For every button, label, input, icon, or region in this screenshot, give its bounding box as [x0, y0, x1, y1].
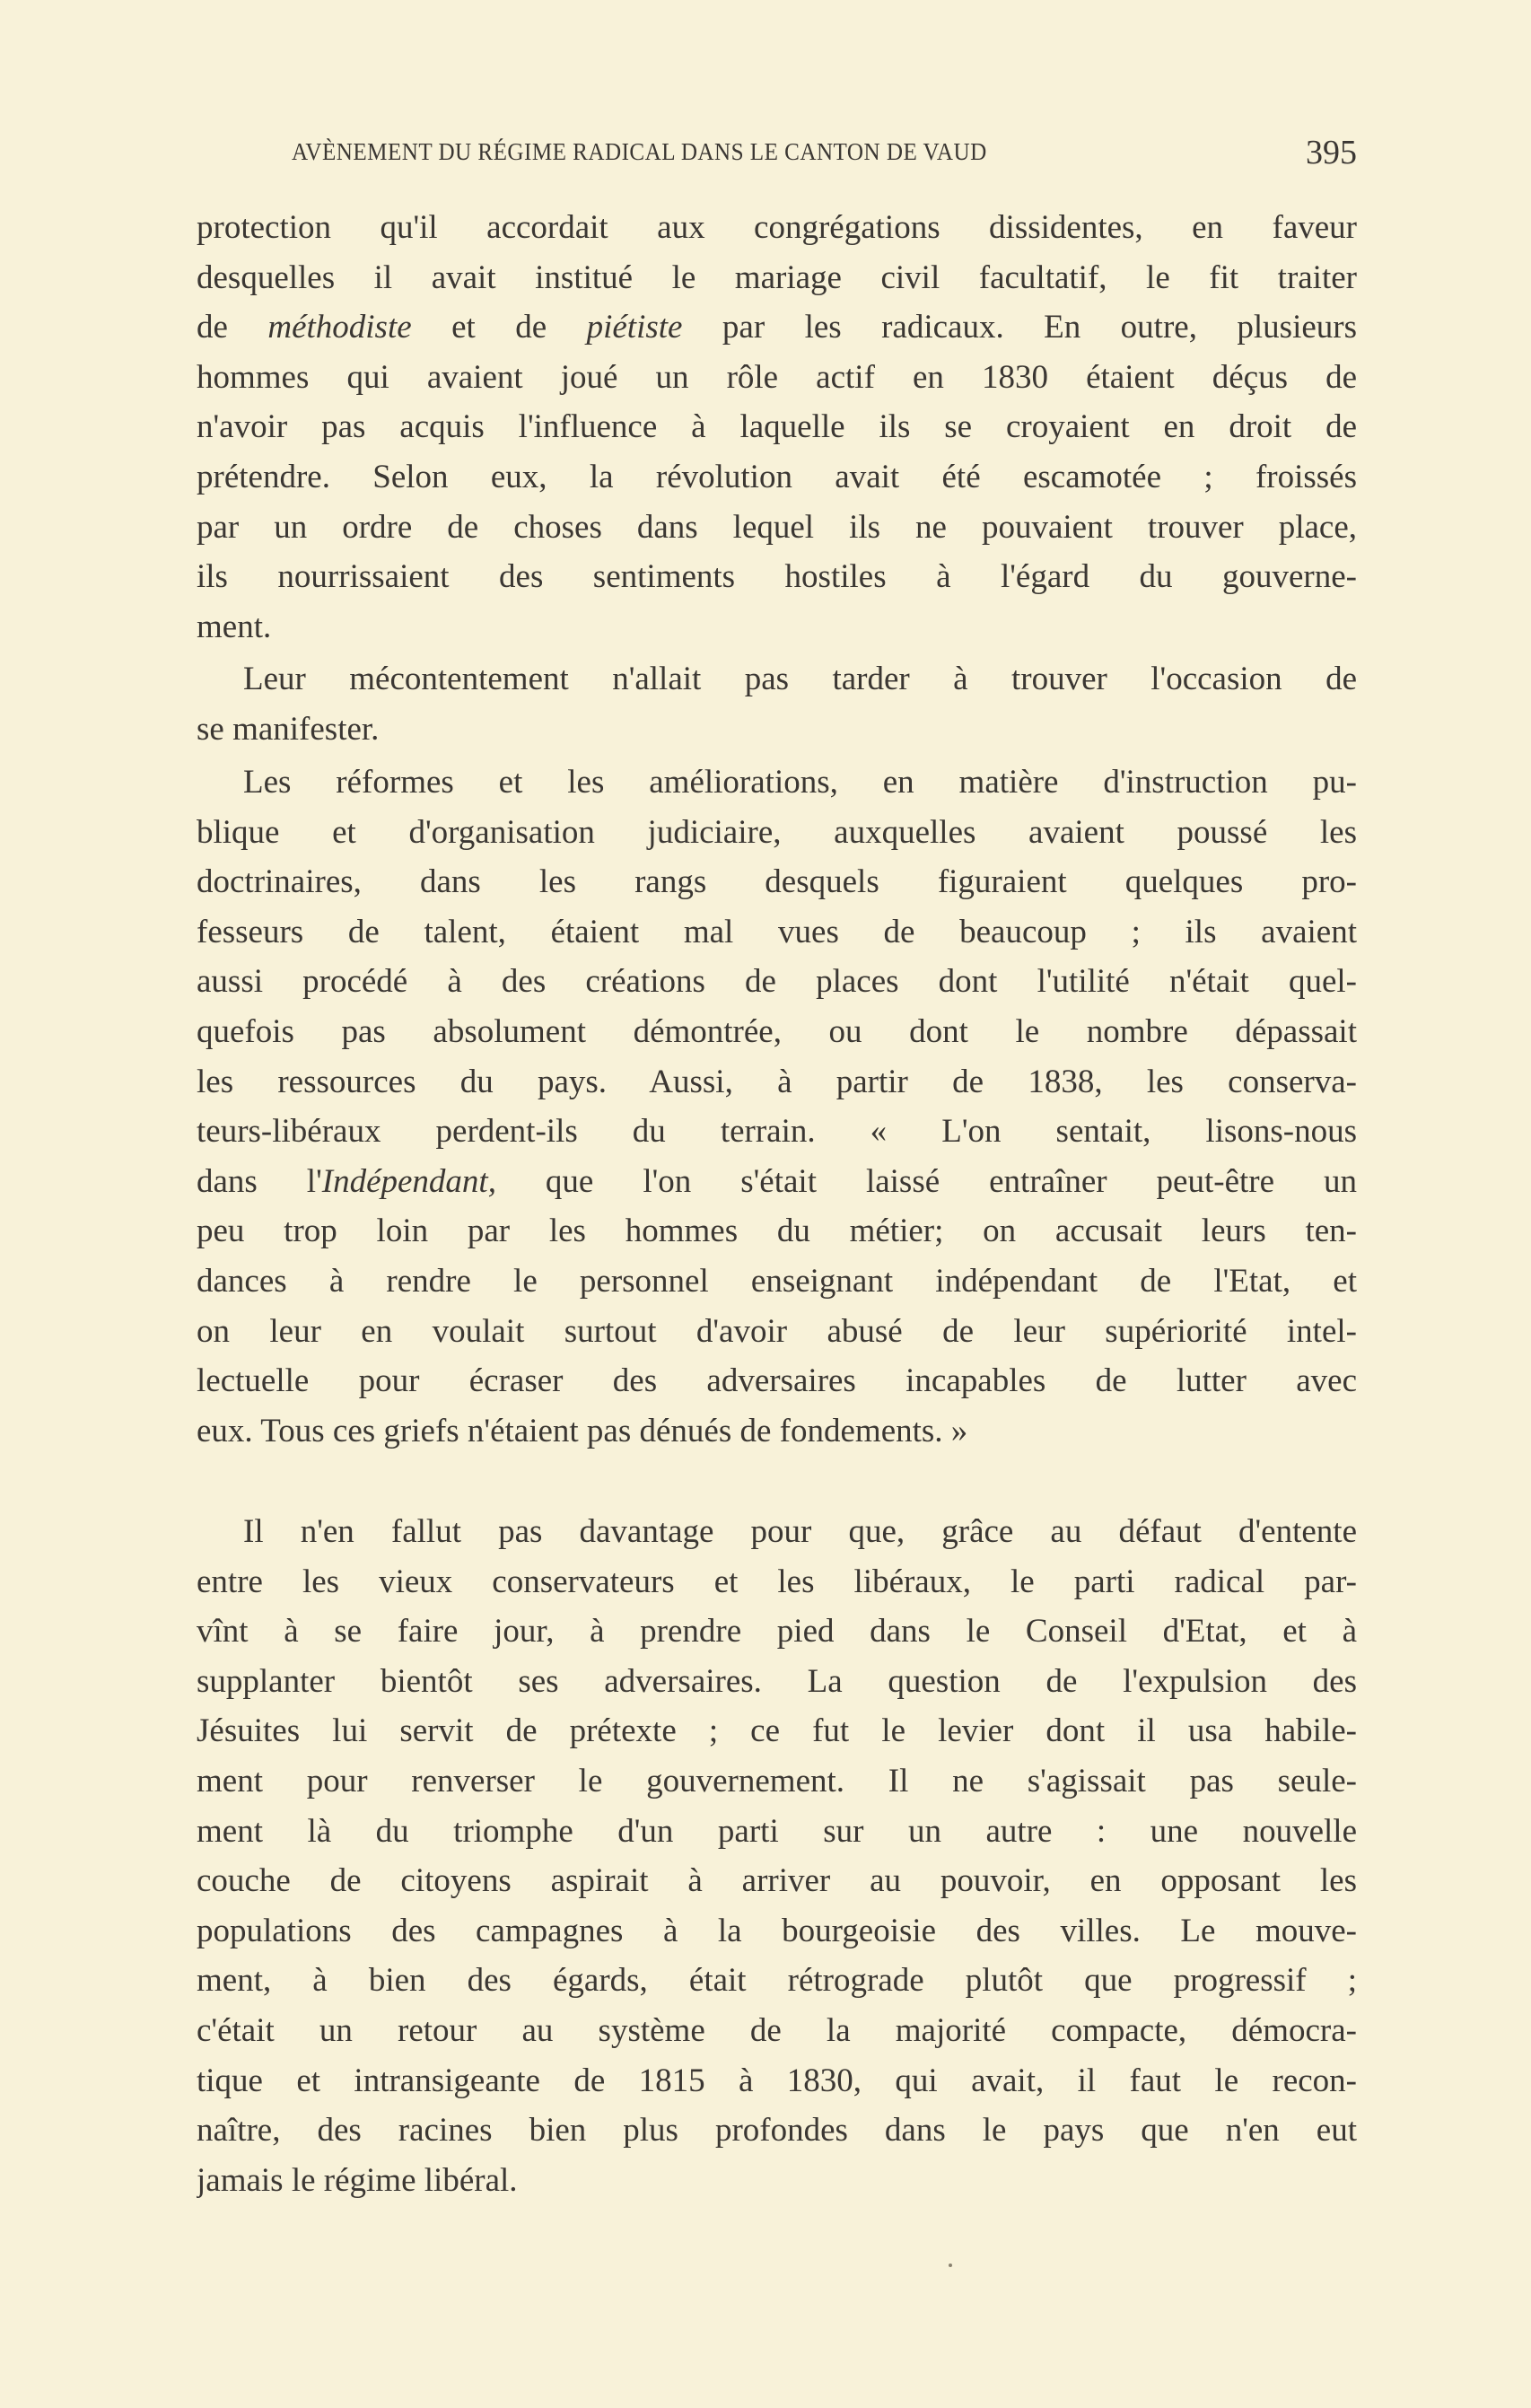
text-segment: desquelles il avait institué le mariage civil facultatif, le fit traiter [197, 258, 1357, 296]
text-segment: Jésuites lui servit de prétexte ; ce fut le levier dont il usa habile- [197, 1712, 1357, 1750]
text-segment: par un ordre de choses dans lequel ils ne pouvaient trouver place, [197, 508, 1357, 546]
text-line [197, 1956, 1357, 2006]
text-line [197, 1807, 1357, 1857]
text-segment: se manifester. [197, 710, 380, 748]
text-segment: lectuelle pour écraser des adversaires incapables de lutter avec [197, 1362, 1357, 1400]
text-segment: n'avoir pas acquis l'influence à laquelle ils se croyaient en droit de [197, 408, 1357, 446]
text-line [197, 302, 1357, 353]
text-line [197, 857, 1357, 907]
text-segment: couche de citoyens aspirait à arriver au pouvoir, en opposant les [197, 1862, 1357, 1900]
text-line [197, 1307, 1357, 1357]
text-line [197, 402, 1357, 452]
text-segment: protection qu'il accordait aux congrégations dissidentes, en faveur [197, 209, 1357, 246]
text-line [197, 1107, 1357, 1157]
text-segment: Les réformes et les améliorations, en matière d'instruction pu- [243, 764, 1357, 801]
paragraph [197, 1507, 1357, 2205]
running-header [292, 133, 1357, 174]
text-line [197, 907, 1357, 958]
text-line [197, 552, 1357, 602]
text-segment: et de [411, 309, 587, 346]
text-line [197, 1356, 1357, 1406]
text-line [197, 1057, 1357, 1108]
text-line [197, 757, 1357, 808]
text-line [197, 2156, 1357, 2206]
text-segment: c'était un retour au système de la majorité compacte, démocra- [197, 2011, 1357, 2049]
text-line [197, 1206, 1357, 1257]
text-line [197, 1856, 1357, 1906]
text-segment: fesseurs de talent, étaient mal vues de beaucoup ; ils avaient [197, 913, 1357, 950]
text-segment: vînt à se faire jour, à prendre pied dans le Conseil d'Etat, et à [197, 1613, 1357, 1651]
text-segment: supplanter bientôt ses adversaires. La question de l'expulsion des [197, 1662, 1357, 1700]
italic-text: Indépendant, [321, 1162, 496, 1200]
text-segment: naître, des racines bien plus profondes dans le pays que n'en eut [197, 2112, 1357, 2150]
text-segment: dances à rendre le personnel enseignant indépendant de l'Etat, et [197, 1262, 1357, 1300]
text-segment: ment là du triomphe d'un parti sur un autre : une nouvelle [197, 1812, 1357, 1850]
text-line [197, 2056, 1357, 2106]
text-segment: peu trop loin par les hommes du métier; on accusait leurs ten- [197, 1213, 1357, 1250]
text-line [197, 1007, 1357, 1057]
text-line [197, 253, 1357, 303]
text-line [197, 1406, 1357, 1457]
text-line [197, 808, 1357, 858]
page-number: 395 [1306, 134, 1357, 171]
text-segment: eux. Tous ces griefs n'étaient pas dénués de fondements. » [197, 1412, 968, 1449]
text-line [197, 654, 1357, 705]
text-segment: hommes qui avaient joué un rôle actif en 1830 étaient déçus de [197, 358, 1357, 396]
text-line [197, 1906, 1357, 1957]
text-line [197, 957, 1357, 1007]
text-segment: on leur en voulait surtout d'avoir abusé de leur supériorité intel- [197, 1312, 1357, 1350]
text-line [197, 1607, 1357, 1657]
paper-speck [949, 2264, 952, 2267]
italic-text: méthodiste [267, 309, 412, 346]
text-line [197, 705, 1357, 755]
paragraph [197, 203, 1357, 652]
text-line [197, 452, 1357, 503]
text-segment: ment. [197, 608, 272, 645]
text-line [197, 1257, 1357, 1307]
text-segment: teurs-libéraux perdent-ils du terrain. « L'on sentait, lisons-nous [197, 1113, 1357, 1151]
text-line [197, 503, 1357, 553]
text-segment: doctrinaires, dans les rangs desquels figuraient quelques pro- [197, 863, 1357, 901]
text-segment: blique et d'organisation judiciaire, auxquelles avaient poussé les [197, 813, 1357, 851]
text-line [197, 1507, 1357, 1557]
text-line [197, 1706, 1357, 1756]
text-line [197, 1756, 1357, 1807]
text-segment: Il n'en fallut pas davantage pour que, grâce au défaut d'entente [243, 1513, 1357, 1550]
text-segment: ils nourrissaient des sentiments hostiles à l'égard du gouverne- [197, 558, 1357, 596]
italic-text: piétiste [586, 309, 683, 346]
text-segment: les ressources du pays. Aussi, à partir de 1838, les conserva- [197, 1063, 1357, 1100]
text-segment: dans l' [197, 1162, 322, 1200]
text-segment: ment, à bien des égards, était rétrograde plutôt que progressif ; [197, 1962, 1357, 2000]
text-line [197, 602, 1357, 652]
paragraph [197, 654, 1357, 754]
text-line [197, 2106, 1357, 2156]
running-title: AVÈNEMENT DU RÉGIME RADICAL DANS LE CANTON DE VAUD [292, 138, 987, 165]
text-segment: Leur mécontentement n'allait pas tarder à trouver l'occasion de [243, 661, 1357, 697]
text-line [197, 1657, 1357, 1707]
text-segment: entre les vieux conservateurs et les libéraux, le parti radical par- [197, 1563, 1357, 1600]
text-line [197, 2006, 1357, 2056]
text-segment: ment pour renverser le gouvernement. Il ne s'agissait pas seule- [197, 1762, 1357, 1799]
text-segment: par les radicaux. En outre, plusieurs [682, 309, 1357, 346]
text-line [197, 1557, 1357, 1607]
text-line [197, 353, 1357, 403]
text-segment: aussi procédé à des créations de places dont l'utilité n'était quel- [197, 963, 1357, 1001]
text-line [197, 1157, 1357, 1207]
text-line [197, 203, 1357, 253]
text-segment: de [197, 309, 268, 346]
text-segment: tique et intransigeante de 1815 à 1830, qui avait, il faut le recon- [197, 2062, 1357, 2099]
text-segment: populations des campagnes à la bourgeoisie des villes. Le mouve- [197, 1912, 1357, 1949]
text-segment: quefois pas absolument démontrée, ou dont le nombre dépassait [197, 1012, 1357, 1050]
text-segment: jamais le régime libéral. [197, 2161, 518, 2199]
text-segment: prétendre. Selon eux, la révolution avait été escamotée ; froissés [197, 458, 1357, 495]
text-segment: que l'on s'était laissé entraîner peut-être un [495, 1162, 1357, 1200]
paragraph [197, 757, 1357, 1456]
